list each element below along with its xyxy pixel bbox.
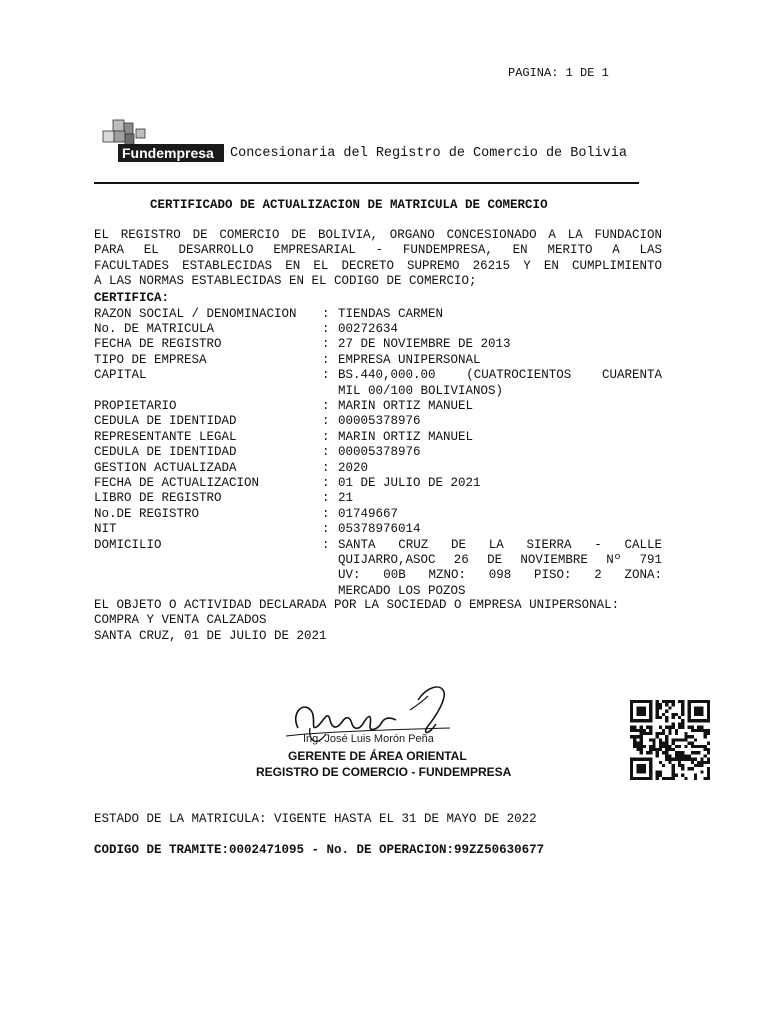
field-value-line: TIENDAS CARMEN [338,306,444,321]
intro-line: PARA EL DESARROLLO EMPRESARIAL - FUNDEMPRESA, EN MERITO A LAS [94,243,662,258]
field-label: FECHA DE REGISTRO [94,337,222,352]
field-value [338,476,662,491]
field-label: NIT [94,522,117,537]
field-colon: : [322,306,330,321]
field-value-line: MIL 00/100 BOLIVIANOS) [338,383,504,398]
signer-organization: REGISTRO DE COMERCIO - FUNDEMPRESA [256,765,512,779]
concession-text: Concesionaria del Registro de Comercio de Bolivia [230,146,627,161]
svg-text:Fundempresa: Fundempresa [122,145,214,161]
field-value [338,307,662,322]
field-value [338,353,662,368]
header-divider [94,182,639,184]
field-colon: : [322,321,330,336]
field-colon: : [322,337,330,352]
field-colon: : [322,491,330,506]
field-value [338,461,662,476]
field-label: GESTION ACTUALIZADA [94,460,237,475]
transaction-codes: CODIGO DE TRAMITE:0002471095 - No. DE OPERACION:99ZZ50630677 [94,843,545,857]
certifies-heading: CERTIFICA: [94,291,170,305]
field-label: REPRESENTANTE LEGAL [94,429,237,444]
field-value-line: 00272634 [338,321,399,336]
intro-line: EL REGISTRO DE COMERCIO DE BOLIVIA, ORGANO CONCESIONADO A LA FUNDACION [94,228,662,242]
cubes-icon [103,120,145,145]
field-colon: : [322,475,330,490]
field-value [338,399,662,414]
field-value-line: 00005378976 [338,414,421,429]
field-label: No. DE MATRICULA [94,321,215,336]
field-value [338,538,662,600]
field-colon: : [322,445,330,460]
field-value [338,491,662,506]
intro-line: FACULTADES ESTABLECIDAS EN EL DECRETO SUPREMO 26215 Y EN CUMPLIMIENTO [94,258,662,273]
fundempresa-logo [100,117,228,165]
field-label: CAPITAL [94,368,147,383]
field-value-line: 2020 [338,460,369,475]
intro-line: A LAS NORMAS ESTABLECIDAS EN EL CODIGO DE COMERCIO; [94,274,477,289]
field-value-line: 21 [338,491,354,506]
field-value-line: 27 DE NOVIEMBRE DE 2013 [338,337,511,352]
field-label: CEDULA DE IDENTIDAD [94,414,237,429]
registration-status: ESTADO DE LA MATRICULA: VIGENTE HASTA EL 31 DE MAYO DE 2022 [94,812,537,826]
field-value-line: EMPRESA UNIPERSONAL [338,352,481,367]
field-value [338,322,662,337]
qr-code-icon [630,700,710,780]
field-label: CEDULA DE IDENTIDAD [94,445,237,460]
field-label: FECHA DE ACTUALIZACION [94,475,260,490]
field-colon: : [322,522,330,537]
business-object [94,598,674,644]
field-value-line: QUIJARRO,ASOC 26 DE NOVIEMBRE Nº 791 [338,552,662,567]
intro-paragraph [94,228,662,290]
field-colon: : [322,506,330,521]
field-value [338,430,662,445]
field-value [338,522,662,537]
field-colon: : [322,368,330,383]
field-value-line: MERCADO LOS POZOS [338,583,466,598]
field-value [338,445,662,460]
field-value-line: BS.440,000.00 (CUATROCIENTOS CUARENTA [338,368,662,383]
field-colon: : [322,352,330,367]
signer-role: GERENTE DE ÁREA ORIENTAL [288,749,467,763]
field-colon: : [322,460,330,475]
field-value-line: 00005378976 [338,445,421,460]
field-value [338,368,662,399]
field-label: LIBRO DE REGISTRO [94,491,222,506]
field-label: PROPIETARIO [94,398,177,413]
field-colon: : [322,429,330,444]
field-value-line: 01749667 [338,506,399,521]
page-number: PAGINA: 1 DE 1 [508,66,609,80]
field-label: No.DE REGISTRO [94,506,200,521]
field-value-line: SANTA CRUZ DE LA SIERRA - CALLE [338,537,662,552]
signer-name: Ing. José Luis Morón Peña [303,733,434,745]
object-declaration: EL OBJETO O ACTIVIDAD DECLARADA POR LA SOCIEDAD O EMPRESA UNIPERSONAL: [94,598,620,612]
field-colon: : [322,398,330,413]
field-label: RAZON SOCIAL / DENOMINACION [94,306,297,321]
field-value-line: 01 DE JULIO DE 2021 [338,475,481,490]
field-colon: : [322,414,330,429]
field-value-line: MARIN ORTIZ MANUEL [338,398,474,413]
field-value-line: MARIN ORTIZ MANUEL [338,429,474,444]
field-value [338,507,662,522]
field-label: DOMICILIO [94,537,162,552]
place-date: SANTA CRUZ, 01 DE JULIO DE 2021 [94,628,327,643]
object-activity: COMPRA Y VENTA CALZADOS [94,613,267,628]
field-value-line: UV: 00B MZNO: 098 PISO: 2 ZONA: [338,568,662,583]
field-label: TIPO DE EMPRESA [94,352,207,367]
field-colon: : [322,537,330,552]
field-value-line: 05378976014 [338,522,421,537]
field-value [338,414,662,429]
certificate-title: CERTIFICADO DE ACTUALIZACION DE MATRICULA DE COMERCIO [150,198,548,212]
field-value [338,337,662,352]
